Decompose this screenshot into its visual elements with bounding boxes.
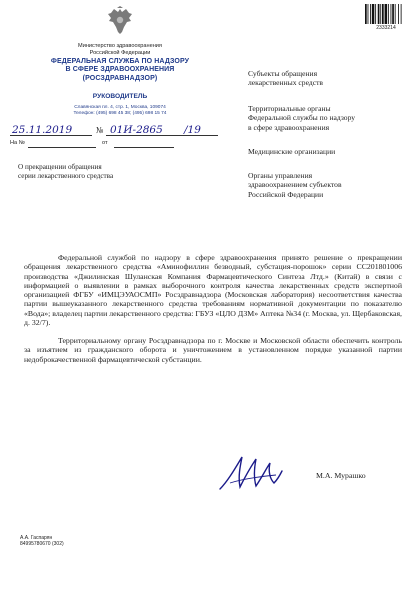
ministry-name: Министерство здравоохранения Российской Федерации xyxy=(78,43,162,56)
body-paragraph-2: Территориальному органу Росздравнадзора по г. Москве и Московской области обеспечить контроль за изъятием из гражданского оборота и уничтожением в установленном порядке указанной партии недоброкачественной фармацевтической субстанции. xyxy=(24,336,402,364)
registration-number: 01И-2865 xyxy=(110,124,163,136)
recipient-4: Органы управления здравоохранением субъектов Российской Федерации xyxy=(248,171,342,199)
head-title: РУКОВОДИТЕЛЬ xyxy=(92,93,148,100)
registration-line xyxy=(10,124,230,138)
signatory-name: М.А. Мурашко xyxy=(316,471,366,480)
recipient-1: Субъекты обращения лекарственных средств xyxy=(248,69,324,88)
number-sign: № xyxy=(96,126,104,135)
handwritten-signature xyxy=(216,453,286,493)
executor-info: А.А. Гаспарян 84995780670 (302) xyxy=(20,535,64,548)
barcode xyxy=(365,4,407,24)
letter-subject: О прекращении обращения серии лекарственного средства xyxy=(18,163,114,180)
double-headed-eagle-emblem-icon xyxy=(107,6,133,36)
body-paragraph-1: Федеральной службой по надзору в сфере здравоохранения принято решение о прекращении обращения лекарственного средства «Аминофиллин безводный, субстация-порошок» серии СС201801006 производства «Джилинская Шуланская Компания Фармацевтического Синтеза Лтд.» (Китай) в связи с информацией о выявлении в рамках выборочного контроля качества лекарственных средств экспертной организацией ФГБУ «ИМЦЭУАОСМП» Росздравнадзора (Московская лаборатория) несоответствия качества партии вышеуказанного лекарственного средства требованиям нормативной документации по показателю «Вода»; владелец партии лекарственного средства: ГБУЗ «ЦЛО ДЗМ» Аптека №34 (г. Москва, ул. Щербаковская, д. 32/7). xyxy=(24,253,402,328)
registration-suffix: /19 xyxy=(184,124,201,136)
barcode-number: 2333214 xyxy=(376,25,396,31)
recipient-2: Территориальные органы Федеральной службы по надзору в сфере здравоохранения xyxy=(248,104,356,132)
reference-line: На № от xyxy=(10,140,230,150)
recipient-3: Медицинские организации xyxy=(248,147,336,156)
registration-date: 25.11.2019 xyxy=(12,124,73,136)
address-block: Славянская пл. 4, стр. 1, Москва, 109074 Телефон: (495) 698 45 38; (495) 698 15 74 xyxy=(73,105,167,117)
service-name: ФЕДЕРАЛЬНАЯ СЛУЖБА ПО НАДЗОРУ В СФЕРЕ ЗДРАВООХРАНЕНИЯ (РОСЗДРАВНАДЗОР) xyxy=(50,58,190,82)
